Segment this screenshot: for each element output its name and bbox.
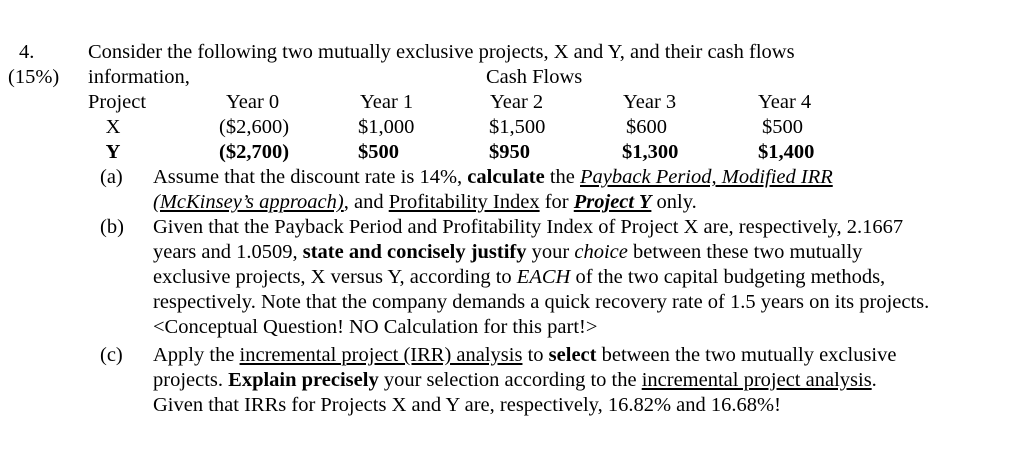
row-y-year-0: ($2,700)	[219, 141, 290, 163]
part-a-profitability-index: Profitability Index	[388, 191, 540, 213]
part-c-text	[153, 343, 943, 418]
part-b-text-3: your	[526, 241, 575, 263]
part-c-incremental-irr: incremental project (IRR) analysis	[239, 344, 523, 366]
part-a-calculate: calculate	[467, 166, 545, 188]
part-b-choice: choice	[574, 241, 628, 263]
part-a-project-y: Project Y	[573, 191, 652, 213]
header-year-2: Year 2	[490, 91, 544, 113]
header-year-0: Year 0	[226, 91, 280, 113]
row-x-year-3: $600	[626, 116, 667, 138]
question-intro-line1: Consider the following two mutually exclusive projects, X and Y, and their cash flows	[88, 41, 795, 63]
part-a-label: (a)	[100, 166, 123, 188]
row-y-year-3: $1,300	[622, 141, 679, 163]
part-c-label: (c)	[100, 344, 123, 366]
part-a-mckinsey: (McKinsey’s approach)	[153, 191, 344, 213]
table-caption: Cash Flows	[486, 66, 583, 88]
part-a-text-10: only.	[651, 191, 697, 213]
row-y-year-4: $1,400	[758, 141, 815, 163]
part-c-text-7: your selection according to the	[378, 369, 642, 391]
row-x-project: X	[105, 116, 121, 138]
header-year-3: Year 3	[623, 91, 677, 113]
header-project: Project	[88, 91, 147, 113]
row-y-year-2: $950	[489, 141, 530, 163]
part-b-text-1: Given that the Payback Period and Profitability Index of Project X are, respectively, 2.1667 years and 1.0509,	[153, 216, 904, 263]
header-year-1: Year 1	[360, 91, 414, 113]
part-b-text-5: between these two mutually exclusive projects, X versus Y, according to	[153, 241, 863, 288]
row-x-year-4: $500	[762, 116, 803, 138]
part-a-text-6: , and	[343, 191, 389, 213]
question-number: 4.	[19, 41, 35, 63]
row-y-year-1: $500	[358, 141, 399, 163]
part-b-state-justify: state and concisely justify	[302, 241, 527, 263]
part-c-select: select	[548, 344, 597, 366]
row-x-year-1: $1,000	[358, 116, 415, 138]
part-c-text-9: .	[871, 369, 877, 391]
question-intro-line2: information,	[88, 66, 190, 88]
part-a-measures: Payback Period, Modified IRR	[580, 166, 833, 188]
header-year-4: Year 4	[758, 91, 812, 113]
part-b-label: (b)	[100, 216, 124, 238]
question-points: (15%)	[8, 66, 60, 88]
part-c-irrs-given: Given that IRRs for Projects X and Y are, respectively, 16.82% and 16.68%!	[153, 394, 781, 416]
part-a-text-8: for	[539, 191, 574, 213]
part-a-text-1: Assume that the discount rate is 14%,	[153, 166, 468, 188]
part-b-text-7: of the two capital budgeting methods, respectively. Note that the company demands a quick recovery rate of 1.5 years on its projects. <Conceptual Question! NO Calculation for this part!>	[153, 266, 930, 338]
part-b-text	[153, 215, 943, 340]
part-a-text	[153, 165, 853, 215]
row-y-project: Y	[105, 141, 121, 163]
part-a-text-3: the	[544, 166, 580, 188]
part-b-each: EACH	[516, 266, 571, 288]
part-c-explain-precisely: Explain precisely	[228, 369, 379, 391]
row-x-year-2: $1,500	[489, 116, 546, 138]
part-c-text-3: to	[522, 344, 549, 366]
part-c-text-5: between the two mutually exclusive projects.	[153, 344, 897, 391]
part-c-text-1: Apply the	[153, 344, 240, 366]
part-c-incremental-analysis: incremental project analysis	[641, 369, 872, 391]
row-x-year-0: ($2,600)	[219, 116, 290, 138]
